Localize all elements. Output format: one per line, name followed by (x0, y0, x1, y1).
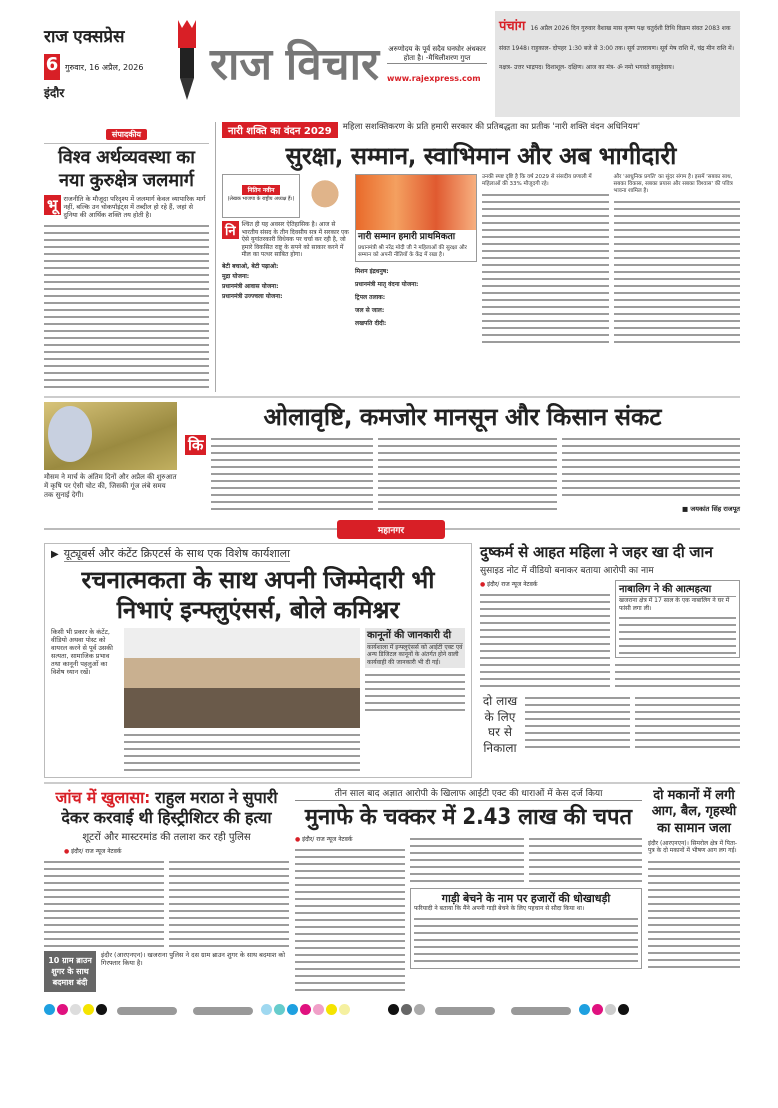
hailstorm-photo (44, 402, 177, 470)
feature-points-2: मिशन इंद्रधनुष: प्रधानमंत्री मातृ वंदना योजना: ट्रिपल तलाक: जल से जाल: लखपति दीदी: (355, 268, 419, 328)
author-name: नितिन नवीन (242, 185, 281, 195)
feature-col4-body (614, 198, 741, 348)
weather-section (44, 402, 740, 513)
author-note: (लेखक भाजपा के राष्ट्रीय अध्यक्ष हैं।) (227, 196, 295, 202)
section-label-mahanagar: महानगर (337, 520, 445, 539)
fraud-byline: ● इंदौर/ राज न्यूज नेटवर्क (295, 835, 353, 843)
editorial-column (44, 122, 209, 392)
fraud-headline: मुनाफे के चक्कर में 2.43 लाख की चपत (304, 805, 633, 830)
masthead-quote: अरुणोदय के पूर्व सदैव घनघोर अंधकार होता है। -मैथिलीशरण गुप्त (388, 45, 486, 62)
dowry-body-2 (635, 694, 740, 750)
website-link[interactable]: www.rajexpress.com (387, 74, 481, 83)
masthead-left (44, 27, 164, 101)
fire-body (648, 858, 740, 968)
feature-column (222, 122, 740, 392)
fire-lead: इंदौर (आरएनएन)। सिमरोल क्षेत्र में पिता-पुत्र के दो मकानों में भीषण आग लग गई। (648, 839, 738, 855)
murder-column (44, 788, 289, 996)
assault-byline: ● इंदौर/ राज न्यूज नेटवर्क (480, 580, 538, 588)
panchang-box (495, 11, 740, 117)
page-title: राज विचार (210, 38, 380, 90)
feature-box-title: नारी सम्मान हमारी प्राथमिकता (358, 232, 456, 242)
feature-dropcap: नि (222, 221, 239, 239)
pen-logo-icon (172, 18, 202, 110)
author-photo (302, 174, 348, 218)
feature-headline: सुरक्षा, सम्मान, स्वाभिमान और अब भागीदारी (285, 142, 677, 170)
assault-headline: दुष्कर्म से आहत महिला ने जहर खा दी जान (480, 543, 713, 561)
weather-col2 (378, 435, 556, 513)
law-info-box (365, 628, 465, 668)
top-section (44, 122, 740, 392)
minor-box-text: खजराना क्षेत्र में 17 साल के एक नाबालिग ने घर में फांसी लगा ली। (619, 597, 730, 612)
assault-column (480, 543, 740, 778)
weather-dropcap: कि (185, 435, 206, 455)
fraud-kicker: तीन साल बाद अज्ञात आरोपी के खिलाफ आईटी एक्ट की धाराओं में केस दर्ज किया (295, 788, 642, 801)
panchang-text: 16 अप्रैल 2026 दिन गुरुवार वैशाख मास कृष्ण पक्ष चतुर्दशी तिथि विक्रम संवत 2083 शक संवत 1948। राहुकाल- दोपहर 1:30 बजे से 3:00 तक। सूर्य उत्तरायण। सूर्य मेष राशि में, चंद्र मीन राशि में। नक्षत्र- उत्तर भाद्रपद। दिशाशूल- दक्षिण। आज का मंत्र- ॐ नमो भगवते वासुदेवाय। (499, 25, 735, 72)
vehicle-box-text: फरियादी ने बताया कि मैंने अपनी गाड़ी बेचने के लिए पहचान से सौदा किया था। (414, 905, 585, 913)
murder-body-2 (169, 858, 289, 948)
assault-sub: सुसाइड नोट में वीडियो बनाकर बताया आरोपी का नाम (480, 565, 654, 576)
feature-photo (356, 175, 476, 230)
panchang-label: पंचांग (499, 19, 526, 34)
print-color-bar (44, 1004, 740, 1015)
murder-headline: जांच में खुलासा: राहुल मराठा ने सुपारी देकर करवाई थी हिस्ट्रीशिटर की हत्या (55, 788, 278, 827)
law-box-title: कानूनों की जानकारी दी (367, 630, 463, 644)
feature-col3-lead: उनकी स्पष्ट दृष्टि है कि वर्ष 2029 से संसदीय प्रणाली में महिलाओं की 33% मौजूदगी रहे। (482, 174, 592, 187)
fraud-body-3 (529, 835, 643, 885)
masthead-quote-block (387, 45, 487, 83)
law-body (365, 671, 465, 711)
bottom-section (44, 788, 740, 996)
youtubers-story-box (44, 543, 472, 778)
brown-sugar-brief-title: 10 ग्राम ब्राउन शुगर के साथ बदमाश बंदी (44, 951, 96, 992)
feature-tag: नारी शक्ति का वंदन 2029 (222, 122, 338, 138)
feature-col4-lead: और 'आधुनिक प्रगति' का सुंदर संगम है। इसमें 'सबका साथ, सबका विकास, सबका प्रयास और सबका विश्वास' की पवित्र भावना शामिल है। (613, 174, 733, 194)
paper-name: राज एक्सप्रेस (44, 26, 125, 47)
feature-points-1: बेटी बचाओ, बेटी पढ़ाओ: मुद्रा योजना: प्रधानमंत्री आवास योजना: प्रधानमंत्री उज्ज्वला योजना: (222, 262, 283, 300)
fire-headline: दो मकानों में लगी आग, बैल, गृहस्थी का सामान जला (651, 788, 737, 836)
assault-body-2 (615, 661, 740, 691)
section-bar (44, 519, 740, 539)
fraud-body-2 (410, 835, 524, 885)
feature-photo-box (355, 174, 477, 262)
weather-col3 (562, 435, 740, 501)
vehicle-box-title: गाड़ी बेचने के नाम पर हजारों की धोखाधड़ी (441, 891, 611, 905)
editorial-body (44, 222, 209, 392)
weather-caption: मौसम ने मार्च के अंतिम दिनों और अप्रैल की शुरुआत में कृषि पर ऐसी चोट की, जिसकी गूंज लंबे समय तक सुनाई देगी। (44, 473, 177, 499)
masthead (44, 0, 740, 118)
author-box (222, 174, 300, 218)
youtubers-headline: रचनात्मकता के साथ अपनी जिम्मेदारी भी निभाएं इन्फ्लुएंसर्स, बोले कमिश्नर (81, 566, 435, 624)
murder-body (44, 858, 164, 948)
murder-byline: ● इंदौर/ राज न्यूज नेटवर्क (64, 848, 122, 855)
weather-byline: ■ जयकांत सिंह राजपूत (682, 505, 740, 513)
fraud-column (295, 788, 642, 996)
dowry-body (525, 694, 630, 750)
assault-body (480, 591, 610, 691)
feature-lead: श्चित ही यह अवसर ऐतिहासिक है। आज से भारतीय संसद के तीन दिवसीय सत्र में सरकार एक ऐसे युगांतरकारी विधेयक पर चर्चा कर रही है, जो हमारे विकसित राष्ट्र के सपने को साकार करने में मील का पत्थर साबित होगा। (241, 221, 349, 259)
middle-section (44, 543, 740, 778)
editorial-headline: विश्व अर्थव्यवस्था का नया कुरुक्षेत्र जलमार्ग (58, 147, 195, 191)
editorial-lead: राजनीति के मौजूदा परिदृश्य में जलमार्ग केवल व्यापारिक मार्ग नहीं, बल्कि उन चोकपॉइंट्स में तब्दील हो रहे हैं, जहां से दुनिया की आर्थिक शक्ति तय होती है। (63, 195, 206, 219)
law-box-text: कार्यशाला में इन्फ्लुएंसर्स को आईटी एक्ट एवं अन्य डिजिटल कानूनों के अंतर्गत होने वाली कार्यवाही की जानकारी भी दी गई। (367, 643, 463, 666)
vehicle-fraud-box (410, 888, 642, 969)
fraud-body (295, 846, 405, 996)
newspaper-page (44, 0, 740, 1015)
issue-date: गुरुवार, 16 अप्रैल, 2026 (65, 62, 144, 72)
workshop-photo (124, 628, 360, 728)
weather-headline: ओलावृष्टि, कमजोर मानसून और किसान संकट (263, 403, 662, 431)
play-icon: ▶ (51, 549, 59, 560)
city-name: इंदौर (44, 86, 65, 101)
minor-box-title: नाबालिग ने की आत्महत्या (619, 584, 736, 598)
brown-sugar-brief-text: इंदौर (आरएनएन)। खजराना पुलिस ने दस ग्राम ब्राउन शुगर के साथ बदमाश को गिरफ्तार किया है। (101, 951, 286, 967)
workshop-body (124, 731, 360, 771)
editorial-dropcap: भू (44, 195, 61, 215)
section-tag-editorial: संपादकीय (106, 129, 147, 140)
murder-sub: शूटरों और मास्टरमांड की तलाश कर रही पुलिस (82, 832, 251, 843)
feature-box-text: प्रधानमंत्री श्री नरेंद्र मोदी जी ने महिलाओं की सुरक्षा और सम्मान को अपनी नीतियों के केंद्र में रखा है। (358, 245, 467, 259)
feature-kicker: महिला सशक्तिकरण के प्रति हमारी सरकार की प्रतिबद्धता का प्रतीक 'नारी शक्ति वंदन अधिनियम' (342, 122, 641, 132)
fire-column (648, 788, 740, 996)
weather-col1 (211, 435, 373, 513)
dowry-headline: दो लाख के लिए घर से निकाला (482, 694, 518, 756)
minor-suicide-box (615, 580, 740, 659)
page-number: 6 (44, 54, 60, 80)
youtubers-kicker: यूट्यूबर्स और कंटेंट क्रिएटर्स के साथ एक विशेष कार्यशाला (63, 547, 290, 560)
feature-col3-body (482, 191, 609, 348)
youtubers-body: किसी भी प्रकार के कंटेंट, वीडियो अथवा पोस्ट को वायरल करने से पूर्व उसकी सत्यता, सामाजिक प्रभाव तथा कानूनी पहलुओं का विशेष ध्यान रखें। (51, 628, 113, 676)
